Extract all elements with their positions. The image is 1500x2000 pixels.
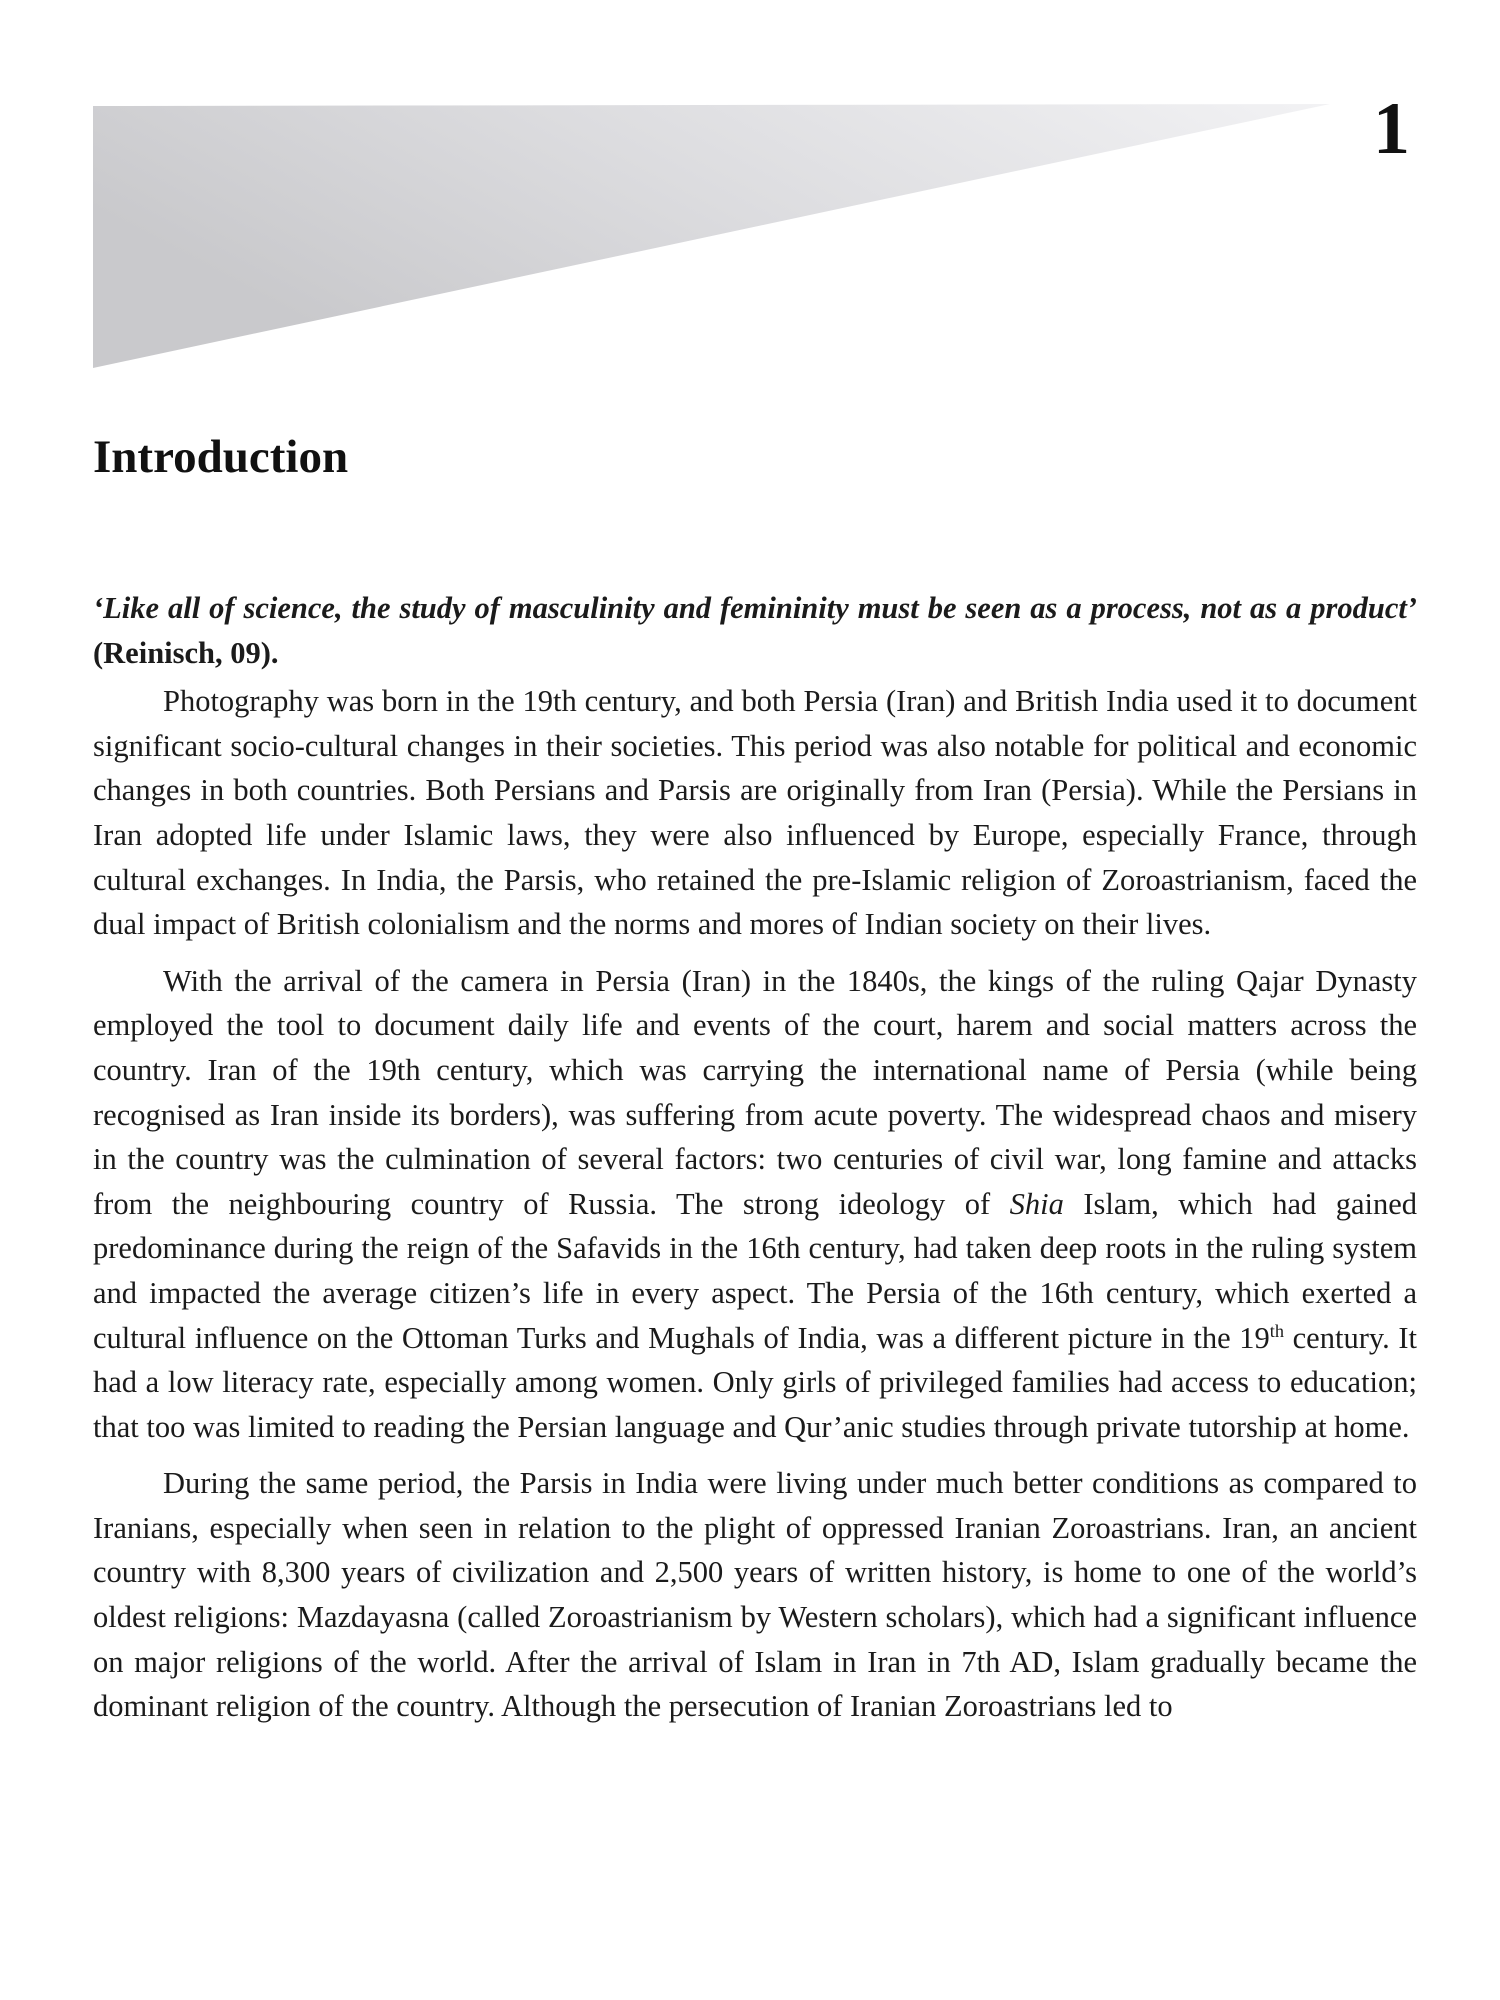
- chapter-body: [93, 586, 1417, 1729]
- paragraph-2-part-3: century. It had a low literacy rate, especially among women. Only girls of privileged families had access to education; that too was limited to reading the Persian language and Qur’anic studies through private tutorship at home.: [93, 1320, 1418, 1444]
- epigraph-citation: (Reinisch, 09).: [93, 635, 279, 670]
- paragraph-2-part-2: Islam, which had gained predominance during the reign of the Safavids in the 16th century, had taken deep roots in the ruling system and impacted the average citizen’s life in every aspect. The Persia of the 16th century, which exerted a cultural influence on the Ottoman Turks and Mughals of India, was a different picture in the 19: [93, 1186, 1417, 1355]
- chapter-banner-wedge: [0, 0, 1500, 400]
- paragraph-1: Photography was born in the 19th century, and both Persia (Iran) and British India used it to document significant socio-cultural changes in their societies. This period was also notable for political and economic changes in both countries. Both Persians and Parsis are originally from Iran (Persia). While the Persians in Iran adopted life under Islamic laws, they were also influenced by Europe, especially France, through cultural exchanges. In India, the Parsis, who retained the pre-Islamic religion of Zoroastrianism, faced the dual impact of British colonialism and the norms and mores of Indian society on their lives.: [93, 684, 1417, 942]
- paragraph-2: [93, 959, 1417, 1450]
- paragraph-2-part-1: With the arrival of the camera in Persia (Iran) in the 1840s, the kings of the ruling Qajar Dynasty employed the tool to document daily life and events of the court, harem and social matters across the country. Iran of the 19th century, which was carrying the international name of Persia (while being recognised as Iran inside its borders), was suffering from acute poverty. The widespread chaos and misery in the country was the culmination of several factors: two centuries of civil war, long famine and attacks from the neighbouring country of Russia. The strong ideology of: [93, 963, 1417, 1221]
- ordinal-superscript: th: [1269, 1320, 1285, 1341]
- italic-term: Shia: [1009, 1186, 1064, 1221]
- chapter-title: Introduction: [93, 431, 349, 483]
- epigraph: [93, 586, 1417, 675]
- chapter-number: 1: [1373, 88, 1410, 170]
- paragraph-3: During the same period, the Parsis in India were living under much better conditions as compared to Iranians, especially when seen in relation to the plight of oppressed Iranian Zoroastrians. Iran, an ancient country with 8,300 years of civilization and 2,500 years of written history, is home to one of the world’s oldest religions: Mazdayasna (called Zoroastrianism by Western scholars), which had a significant influence on major religions of the world. After the arrival of Islam in Iran in 7th AD, Islam gradually became the dominant religion of the country. Although the persecution of Iranian Zoroastrians led to: [93, 1466, 1417, 1724]
- epigraph-quote: ‘Like all of science, the study of masculinity and femininity must be seen as a process, not as a product’: [93, 591, 1417, 625]
